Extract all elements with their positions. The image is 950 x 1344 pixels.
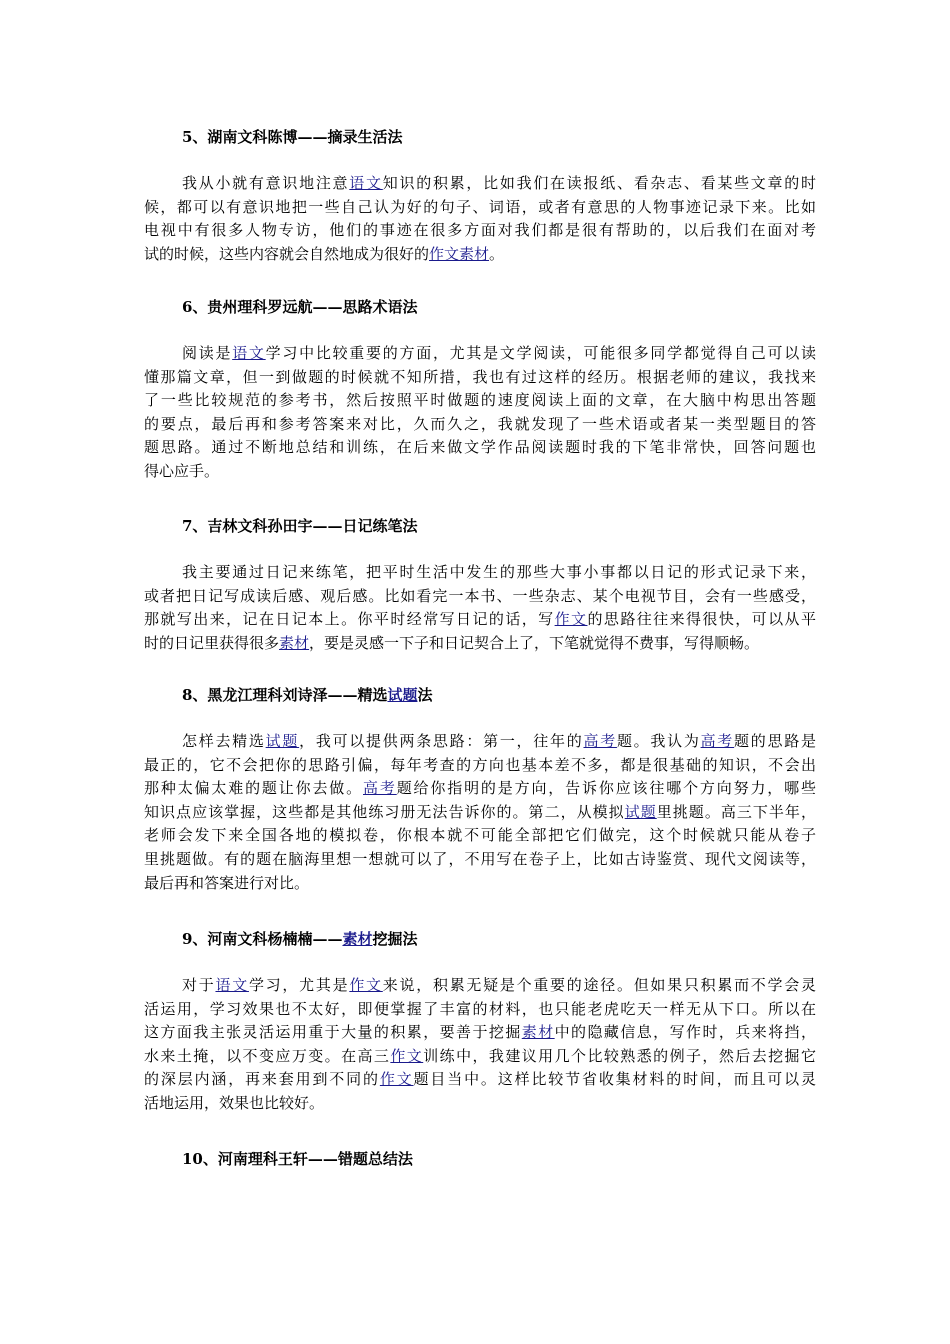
text-run: 挖掘法 [372, 930, 418, 948]
keyword-link[interactable]: 素材 [279, 633, 310, 652]
paragraph-line [144, 1045, 816, 1069]
keyword-link[interactable]: 试题 [265, 732, 300, 750]
text-run: 题的思路是 [734, 732, 816, 750]
text-run: 来说，积累无疑是个重要的途径。但如果只积累而不学会灵 [382, 976, 816, 994]
text-run: 10、河南理科王轩——错题总结法 [182, 1150, 413, 1168]
paragraph-line [144, 585, 816, 609]
keyword-link[interactable]: 作文 [379, 1070, 414, 1089]
keyword-link[interactable]: 语文 [232, 344, 266, 362]
paragraph-line [144, 824, 816, 848]
text-run: 那种太偏太难的题让你去做。 [144, 779, 363, 798]
text-run: ，要是灵感一下子和日记契合上了，下笔就觉得不费事，写得顺畅。 [309, 633, 760, 652]
text-run: 的思路往往来得很快，可以从平 [587, 610, 816, 629]
text-run: 活运用，学习效果也不太好，即便掌握了丰富的材料，也只能老虎吃天一样无从下口。所以在 [144, 999, 816, 1018]
paragraph-line [144, 460, 816, 484]
section-paragraph [144, 730, 816, 895]
paragraph-line [144, 172, 816, 196]
section-heading [182, 685, 432, 705]
paragraph-line [144, 974, 816, 998]
paragraph-line [144, 998, 816, 1022]
paragraph-line [144, 632, 816, 656]
section-heading [182, 297, 417, 317]
text-run: 7、吉林文科孙田宇——日记练笔法 [182, 517, 418, 535]
paragraph-line [144, 848, 816, 872]
text-run: 对于 [182, 976, 216, 994]
paragraph-line [144, 436, 816, 460]
section-paragraph [144, 974, 816, 1116]
paragraph-line [144, 219, 816, 243]
text-run: 懂那篇文章，但一到做题的时候就不知所措，我也有过这样的经历。根据老师的建议，我找来 [144, 367, 816, 386]
paragraph-line [144, 872, 816, 896]
text-run: 这方面我主张灵活运用重于大量的积累，要善于挖掘 [144, 1023, 522, 1042]
paragraph-line [144, 561, 816, 585]
keyword-link[interactable]: 高考 [363, 779, 397, 798]
text-run: 那就写出来，记在日记本上。你平时经常写日记的话，写 [144, 610, 555, 629]
paragraph-line [144, 608, 816, 632]
text-run: 电视中有很多人物专访，他们的事迹在很多方面对我们都是很有帮助的，以后我们在面对考 [144, 221, 816, 240]
keyword-link[interactable]: 素材 [521, 1023, 555, 1042]
text-run: 怎样去精选 [182, 732, 266, 750]
text-run: 试的时候，这些内容就会自然地成为很好的 [144, 244, 430, 263]
section-paragraph [144, 172, 816, 266]
text-run: 的深层内涵，再来套用到不同的 [144, 1070, 380, 1089]
text-run: 题给你指明的是方向，告诉你应该往哪个方向努力，哪些 [396, 779, 816, 798]
text-run: 水来土掩，以不变应万变。在高三 [144, 1046, 391, 1065]
section-heading [182, 929, 417, 949]
text-run: 活地运用，效果也比较好。 [144, 1093, 325, 1112]
paragraph-line [144, 754, 816, 778]
paragraph-line [144, 801, 816, 825]
paragraph-line [144, 730, 816, 754]
paragraph-line [144, 243, 816, 267]
paragraph-line [144, 1021, 816, 1045]
text-run: 训练中，我建议用几个比较熟悉的例子，然后去挖掘它 [423, 1046, 816, 1065]
paragraph-line [144, 777, 816, 801]
keyword-link[interactable]: 语文 [215, 976, 249, 994]
text-run: 或者把日记写成读后感、观后感。比如看完一本书、一些杂志、某个电视节目，会有一些感受， [144, 586, 816, 605]
paragraph-line [144, 413, 816, 437]
keyword-link[interactable]: 作文 [390, 1046, 424, 1065]
text-run: 6、贵州理科罗远航——思路术语法 [182, 298, 418, 316]
text-run: 题目当中。这样比较节省收集材料的时间，而且可以灵 [413, 1070, 816, 1089]
text-run: 我主要通过日记来练笔，把平时生活中发生的那些大事小事都以日记的形式记录下来， [182, 563, 816, 581]
text-run: 得心应手。 [144, 461, 220, 480]
keyword-link[interactable]: 素材 [342, 930, 373, 948]
text-run: 学习中比较重要的方面，尤其是文学阅读，可能很多同学都觉得自己可以读 [265, 344, 816, 362]
keyword-link[interactable]: 作文 [554, 610, 588, 629]
keyword-link[interactable]: 高考 [583, 732, 617, 750]
text-run: 。 [489, 244, 505, 263]
keyword-link[interactable]: 试题 [387, 686, 418, 704]
text-run: 知识的积累，比如我们在读报纸、看杂志、看某些文章的时 [382, 174, 816, 192]
text-run: 候，都可以有意识地把一些自己认为好的句子、词语，或者有意思的人物事迹记录下来。比如 [144, 197, 816, 216]
text-run: 9、河南文科杨楠楠—— [182, 930, 343, 948]
section-paragraph [144, 561, 816, 655]
text-run: ，我可以提供两条思路：第一，往年的 [299, 732, 584, 750]
text-run: 阅读是 [182, 344, 233, 362]
text-run: 我从小就有意识地注意 [182, 174, 350, 192]
text-run: 了一些比较规范的参考书，然后按照平时做题的速度阅读上面的文章，在大脑中构思出答题 [144, 391, 816, 410]
keyword-link[interactable]: 试题 [624, 802, 657, 821]
text-run: 的要点，最后再和参考答案来对比，久而久之，我就发现了一些术语或者某一类型题目的答 [144, 414, 816, 433]
text-run: 时的日记里获得很多 [144, 633, 280, 652]
text-run: 8、黑龙江理科刘诗泽——精选 [182, 686, 388, 704]
text-run: 知识点应该掌握，这些都是其他练习册无法告诉你的。第二，从模拟 [144, 802, 625, 821]
text-run: 中的隐藏信息，写作时，兵来将挡， [554, 1023, 816, 1042]
section-heading [182, 516, 417, 536]
paragraph-line [144, 196, 816, 220]
paragraph-line [144, 366, 816, 390]
text-run: 学习，尤其是 [248, 976, 350, 994]
text-run: 里挑题做。有的题在脑海里想一想就可以了，不用写在卷子上，比如古诗鉴赏、现代文阅读等， [144, 849, 816, 868]
paragraph-line [144, 1092, 816, 1116]
keyword-link[interactable]: 语文 [349, 174, 383, 192]
text-run: 里挑题。高三下半年， [656, 802, 816, 821]
section-heading [182, 127, 402, 147]
text-run: 5、湖南文科陈博——摘录生活法 [182, 128, 403, 146]
section-paragraph [144, 342, 816, 484]
text-run: 最后再和答案进行对比。 [144, 873, 310, 892]
paragraph-line [144, 342, 816, 366]
text-run: 题思路。通过不断地总结和训练，在后来做文学作品阅读题时我的下笔非常快，回答问题也 [144, 438, 816, 457]
text-run: 题。我认为 [616, 732, 701, 750]
section-heading [182, 1149, 413, 1169]
text-run: 老师会发下来全国各地的模拟卷，你根本就不可能全部把它们做完，这个时候就只能从卷子 [144, 826, 816, 845]
paragraph-line [144, 389, 816, 413]
text-run: 最正的，它不会把你的思路引偏，每年考查的方向也基本差不多，都是很基础的知识，不会出 [144, 755, 816, 774]
text-run: 法 [417, 686, 433, 704]
keyword-link[interactable]: 作文 [349, 976, 383, 994]
keyword-link[interactable]: 高考 [700, 732, 735, 750]
keyword-link[interactable]: 作文素材 [429, 244, 490, 263]
paragraph-line [144, 1068, 816, 1092]
